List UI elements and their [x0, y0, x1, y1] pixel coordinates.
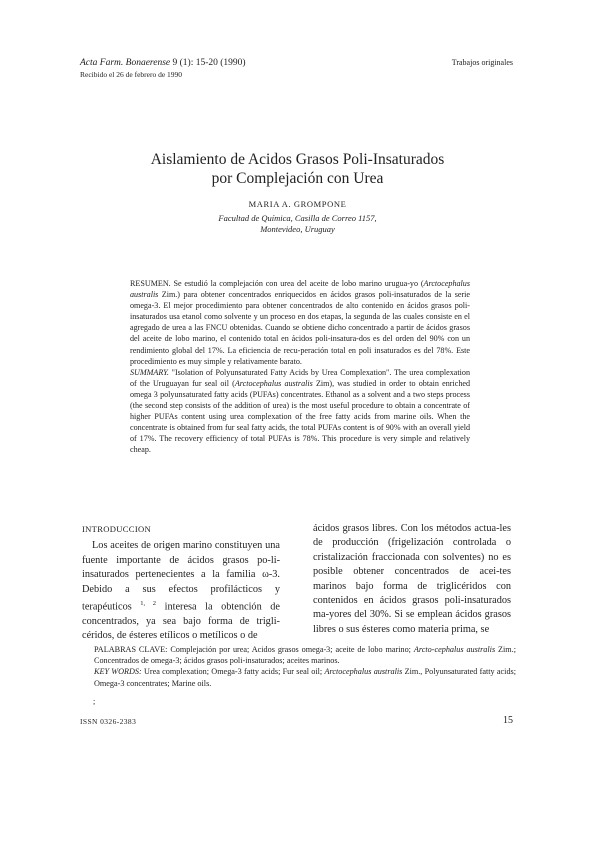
body-column-left — [82, 522, 280, 644]
running-header — [80, 58, 246, 80]
summary-species: Arctocephalus australis — [234, 378, 313, 388]
title-line-1: Aislamiento de Acidos Grasos Poli-Insaturados — [150, 151, 445, 168]
palabras-text-b: Zim.; Concentrados de omega-3; ácidos grasos poli-insaturados; aceites marinos. — [94, 645, 516, 666]
resumen-label: RESUMEN. — [130, 279, 171, 288]
intro-paragraph-left — [82, 539, 280, 643]
issn-footer: ISSN 0326-2383 — [80, 717, 137, 726]
summary-paragraph — [130, 367, 470, 456]
summary-label: SUMMARY. — [130, 367, 169, 377]
section-label: Trabajos originales — [451, 58, 513, 67]
resumen-species: Arctocephalus australis — [130, 279, 470, 300]
section-heading-introduccion: INTRODUCCION — [82, 524, 152, 534]
key-words-text-b: Zim., Polyunsaturated fatty acids; Omega-3 concentrates; Marine oils. — [94, 667, 516, 688]
received-date: Recibido el 26 de febrero de 1990 — [80, 70, 183, 79]
margin-mark: ; — [93, 697, 96, 706]
title-line-2: por Complejación con Urea — [211, 170, 384, 187]
keywords-block — [94, 644, 516, 689]
intro-paragraph-right: ácidos grasos libres. Con los métodos actua-les de producción (frigelización controlada o cristalización fraccionada con solventes) no es posible obtener concentrados de acei-tes marinos bajo forma de triglicéridos con contenidos en ácidos grasos poli-insaturados ma-yores del 30%. Si se emplean ácidos grasos libres o sus ésteres como materia prima, se — [313, 523, 511, 635]
citation-details: 9 (1): 15-20 (1990) — [170, 58, 246, 68]
palabras-text-a: Complejación por urea; Acidos grasos omega-3; aceite de lobo marino; — [167, 645, 414, 654]
reference-superscript: 1, 2 — [140, 600, 157, 608]
resumen-text-a: Se estudió la complejación con urea del aceite de lobo marino urugua-yo ( — [170, 279, 424, 288]
abstract-block — [130, 278, 470, 456]
key-words — [94, 666, 516, 688]
author-affiliation — [60, 213, 535, 235]
key-words-text-a: Urea complexation; Omega-3 fatty acids; Fur seal oil; — [141, 667, 325, 677]
page-number: 15 — [503, 715, 513, 726]
body-column-right — [313, 522, 511, 637]
journal-name: Acta Farm. Bonaerense — [80, 58, 171, 68]
journal-citation — [80, 58, 246, 69]
summary-text-b: Zim), was studied in order to obtain enriched omega 3 polyunsaturated fatty acids (PUFAs) concentrates. Ethanol as a solvent and a two steps process (the second step consists of the addition of urea) is the most useful procedure to obtain a concentrate of higher PUFAs content using urea complexation of the free fatty acids from marine oils. When the concentrate is obtained from fur seal fatty acids, the total PUFAs content is of 90% with an overall yield of 17%. The recovery efficiency of total PUFAs is 78%. This procedure is very simple and relatively cheap. — [130, 378, 471, 455]
summary-text-a: "Isolation of Polyunsaturated Fatty Acids by Urea Complexation". The urea complexation of the Uruguayan fur seal oil ( — [130, 367, 470, 388]
paper-title — [60, 150, 535, 188]
key-words-label: KEY WORDS: — [94, 667, 142, 677]
affiliation-line-2: Montevideo, Uruguay — [260, 224, 335, 234]
resumen-paragraph — [130, 278, 470, 367]
palabras-clave — [94, 644, 516, 666]
intro-text-a: Los aceites de origen marino constituyen una fuente importante de ácidos grasos po-li-insaturados pertenecientes a la familia ω-3. Debido a sus efectos profilácticos y terapéuticos — [82, 540, 280, 613]
palabras-label: PALABRAS CLAVE: — [94, 645, 168, 654]
resumen-text-b: Zim.) para obtener concentrados enriquecidos en ácidos grasos poli-insaturados de la serie omega-3. El mejor procedimiento para obtener concentrados de alto contenido en ácidos grasos poli-insaturados usa etanol como solvente y un proceso en dos etapas, la segunda de las cuales consiste en el agregado de urea a las FNCU obtenidas. Cuando se obtiene dicho concentrado a partir de ácidos grasos del aceite de lobo marino, el contenido total en ácidos poli-insatura-dos es del orden del 90% con un rendimiento global del 17%. La eficiencia de recu-peración total en poli insaturados es del 78%. Este procedimiento es muy simple y relativamente barato. — [130, 290, 470, 366]
author-name: MARIA A. GROMPONE — [248, 199, 347, 209]
affiliation-line-1: Facultad de Química, Casilla de Correo 1157, — [218, 213, 377, 223]
key-words-species: Arctocephalus australis — [324, 667, 403, 677]
intro-text-b: interesa la obtención de concentrados, ya sea bajo forma de trigli-céridos, de ésteres etílicos o metílicos o de — [82, 601, 280, 642]
palabras-species: Arcto-cephalus australis — [413, 645, 496, 654]
